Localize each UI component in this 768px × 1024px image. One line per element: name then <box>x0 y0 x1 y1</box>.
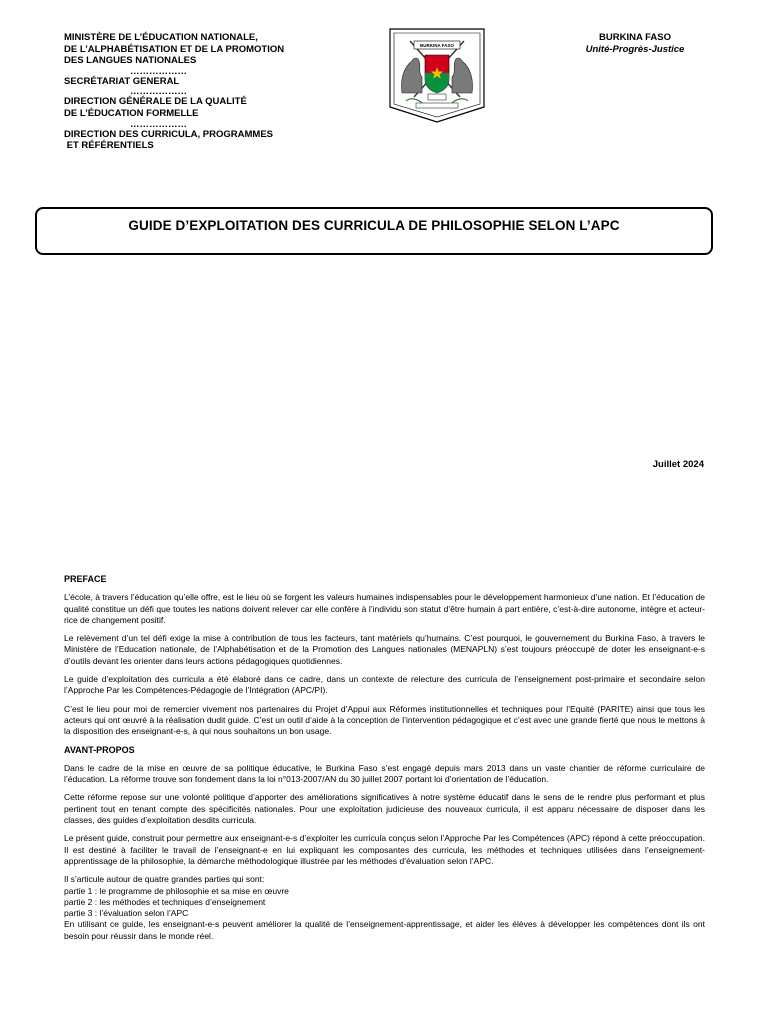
ministry-name-line3: DES LANGUES NATIONALES <box>64 55 197 67</box>
secretariat-name: SECRÉTARIAT GENERAL <box>64 75 180 87</box>
part-item: partie 3 : l’évaluation selon l’APC <box>64 908 189 919</box>
direction-line1: DIRECTION DES CURRICULA, PROGRAMMES <box>64 128 274 140</box>
separator-dots: ……………… <box>130 86 187 98</box>
preface-paragraph: L’école, à travers l’éducation qu’elle offre, est le lieu où se forgent les valeurs humaines indispensables pour le développement harmonieux d’une nation. Et l’éducation de qualité constitue un défi que toutes les nations doivent relever car elle confère à l’individu son statut d’être humain à part entière, c’est-à-dire autonome, intègre et acteur-rice de changement positif. <box>64 592 705 625</box>
part-item: partie 2 : les méthodes et techniques d’enseignement <box>64 896 266 907</box>
closing-paragraph: En utilisant ce guide, les enseignant-e-s peuvent améliorer la qualité de l’enseignement-apprentissage, et aider les élèves à développer les compétences dont ils ont besoin pour réussir dans le monde réel. <box>64 919 705 941</box>
foreword-paragraph: Cette réforme repose sur une volonté politique d’apporter des améliorations significatives à notre système éducatif dans le sens de le rendre plus performant et plus pertinent tout en tenant compte des spécificités nationales. Pour une exploitation judicieuse des nouveaux curricula, il est apparu nécessaire de disposer dans les classes, des guides d’exploitation desdits curricula. <box>64 792 705 826</box>
part-item: partie 1 : le programme de philosophie et sa mise en œuvre <box>64 885 289 896</box>
document-title: GUIDE D’EXPLOITATION DES CURRICULA DE PHILOSOPHIE SELON L’APC <box>128 218 620 233</box>
ministry-name-line1: MINISTÈRE DE L’ÉDUCATION NATIONALE, <box>64 32 258 43</box>
direction-line2: ET RÉFÉRENTIELS <box>64 140 154 152</box>
publication-date: Juillet 2024 <box>652 459 704 470</box>
emblem-banner-text: BURKINA FASO <box>419 43 455 48</box>
ministry-name-line2: DE L’ALPHABÉTISATION ET DE LA PROMOTION <box>64 43 285 55</box>
preface-paragraph: Le guide d’exploitation des curricula a été élaboré dans ce cadre, dans un contexte de relecture des curricula de l’enseignement post-primaire et secondaire selon l’Approche Par les Compétences-Pédagogie de l’Intégration (APC/PI). <box>64 674 705 696</box>
preface-paragraph: C’est le lieu pour moi de remercier vivement nos partenaires du Projet d’Appui aux Réformes institutionnelles et techniques pour l’Equité (PARITE) ainsi que tous les acteurs qui ont œuvré à la réalisation dudit guide. C’est un outil d’aide à la conception de l’intervention pédagogique et c’est avec une grande fierté que nous le mettons à la disposition des enseignant-e-s, à qui nous souhaitons un bon usage. <box>64 703 705 737</box>
national-motto: Unité-Progrès-Justice <box>585 43 685 55</box>
separator-dots: ……………… <box>130 65 187 77</box>
separator-dots: ……………… <box>130 118 187 130</box>
preface-heading: PREFACE <box>64 574 107 584</box>
document-body <box>64 574 705 942</box>
ministry-header <box>64 32 314 152</box>
document-title-box <box>35 207 713 255</box>
general-direction-line1: DIRECTION GÉNÉRALE DE LA QUALITÉ <box>64 96 247 108</box>
foreword-paragraph: Dans le cadre de la mise en œuvre de sa politique éducative, le Burkina Faso s’est engagé depuis mars 2013 dans un vaste chantier de réforme curriculaire de l’éducation. La réforme trouve son fondement dans la loi n°013-2007/AN du 30 juillet 2007 portant loi d’orientation de l’éducation. <box>64 762 705 785</box>
preface-paragraph: Le relèvement d’un tel défi exige la mise à contribution de tous les facteurs, tant matériels qu’humains. C’est pourquoi, le gouvernement du Burkina Faso, à travers le Ministère de l’Education nationale, de l’Alphabétisation et de la Promotion des Langues nationales (MENAPLN) s’est toujours préoccupé de doter les enseignant-e-s d’outils devant les orienter dans leurs actions pédagogiques quotidiennes. <box>64 633 705 666</box>
general-direction-line2: DE L’ÉDUCATION FORMELLE <box>64 107 199 119</box>
country-name: BURKINA FASO <box>599 32 671 43</box>
country-header <box>560 32 710 55</box>
parts-intro: Il s’articule autour de quatre grandes parties qui sont: <box>64 874 265 885</box>
foreword-paragraph: Le présent guide, construit pour permettre aux enseignant-e-s d’exploiter les curricula conçus selon l’Approche Par les Compétences (APC) répond à cette préoccupation. Il est destiné à faciliter le travail de l’enseignant-e en lui expliquant les composantes des curricula, les méthodes et techniques utilisées dans l’enseignement-apprentissage de la philosophie, la démarche méthodologique illustrée par les méthodes d’évaluation selon l’APC. <box>64 833 705 866</box>
coat-of-arms-icon <box>388 27 486 123</box>
foreword-heading: AVANT-PROPOS <box>64 744 135 755</box>
